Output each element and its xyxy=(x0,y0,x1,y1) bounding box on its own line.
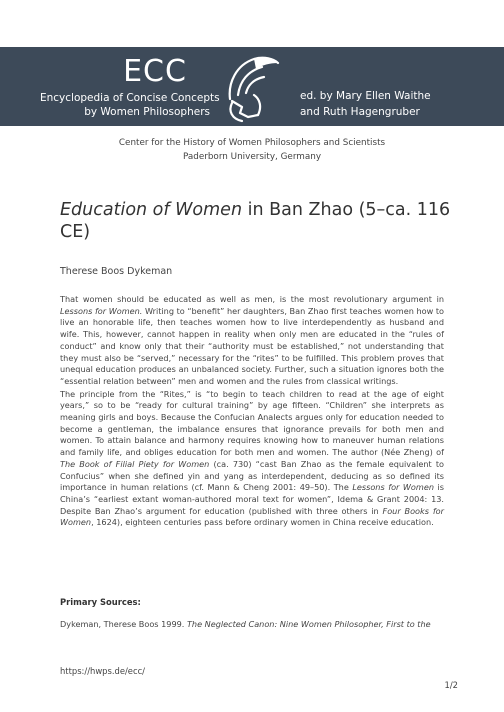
editor-line1: ed. by Mary Ellen Waithe xyxy=(300,90,431,102)
ecc-logo-text: ECC xyxy=(123,54,187,89)
primary-sources-heading: Primary Sources: xyxy=(60,597,141,607)
paragraph-1: That women should be educated as well as men, is the most revolutionary argument in Lessons for Women. Writing to “benefit” her daughters, Ban Zhao first teaches women how to live an honorable life, then teaches women how to live interdependently as husband and wife. This, however, cannot happen in reality when only men are educated in the “rules of conduct” and know only that their “authority must be established,” not understanding that they must also be “served,” necessary for the “rites” to be fulfilled. This problem proves that unequal education produces an unbalanced society. Further, such a situation ignores both the “essential relation between” men and women and the rules from classical writings. xyxy=(60,294,444,386)
primary-source-entry: Dykeman, Therese Boos 1999. The Neglected Canon: Nine Women Philosopher, First to the xyxy=(60,619,431,629)
paragraph-2: The principle from the “Rites,” is “to begin to teach children to read at the age of eight years,” so to be “ready for cultural training” by age fifteen. “Children” she interprets as meaning girls and boys. Because the Confucian Analects argues only for education needed to become a gentleman, the imbalance ensures that ignorance prevails for both men and women. To attain balance and harmony requires knowing how to maneuver human relations and family life, and obliges education for both men and women. The author (Née Zheng) of The Book of Filial Piety for Women (ca. 730) “cast Ban Zhao as the female equivalent to Confucius” when she defined yin and yang as interdependent, deducing as so defined its importance in human relations (cf. Mann & Cheng 2001: 49–50). The Lessons for Women is China’s “earliest extant woman-authored moral text for women”, Idema & Grant 2004: 13. Despite Ban Zhao’s argument for education (published with three others in Four Books for Women, 1624), eighteen centuries pass before ordinary women in China receive education. xyxy=(60,388,444,528)
athena-helmet-profile-icon xyxy=(218,51,282,123)
header-banner xyxy=(0,47,504,126)
article-author: Therese Boos Dykeman xyxy=(60,266,173,277)
editor-line2: and Ruth Hagengruber xyxy=(300,106,420,118)
institution-line1: Center for the History of Women Philosophers and Scientists xyxy=(118,138,386,148)
article-body xyxy=(60,294,444,530)
encyclopedia-title-line2: by Women Philosophers xyxy=(84,106,210,118)
footer-url-link[interactable]: https://hwps.de/ecc/ xyxy=(60,666,145,676)
article-title xyxy=(60,199,460,243)
article-title-rest: in Ban Zhao (5–ca. 116 CE) xyxy=(60,200,451,242)
encyclopedia-title-line1: Encyclopedia of Concise Concepts xyxy=(40,92,220,104)
institution-line2: Paderborn University, Germany xyxy=(182,152,322,162)
article-title-italic: Education of Women xyxy=(60,200,243,220)
page-number: 1/2 xyxy=(444,680,458,690)
